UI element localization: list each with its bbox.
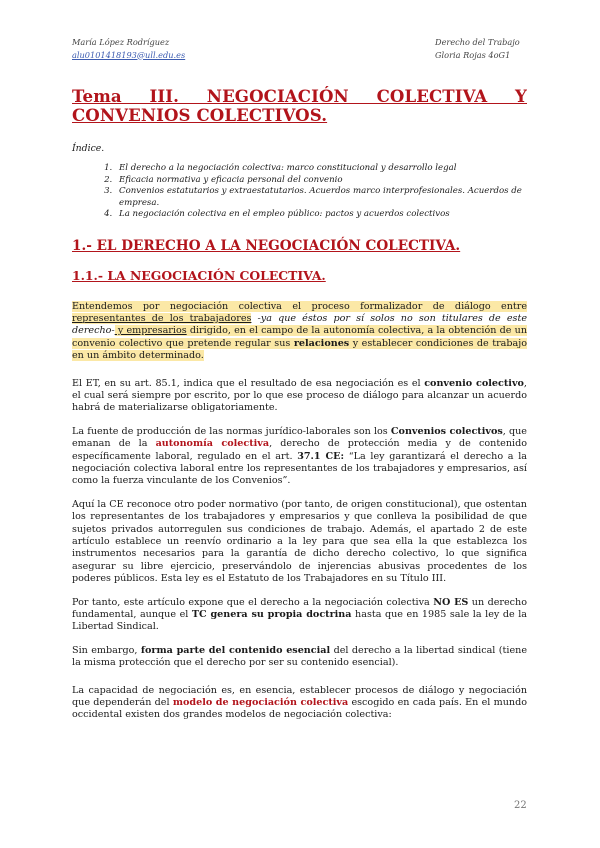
body-text: La fuente de producción de las normas jurídico-laborales son los bbox=[72, 425, 391, 437]
body-text: La capacidad de negociación es, en esencia, establecer procesos de diálogo y negociación que dependerán del bbox=[72, 684, 527, 709]
paragraph-capacidad bbox=[72, 685, 527, 722]
body-text: Por tanto, este artículo expone que el derecho a la negociación colectiva bbox=[72, 596, 434, 608]
red-bold-text: autonomía colectiva bbox=[155, 438, 270, 450]
body-text: escogido en cada país. En el mundo occidental existen dos grandes modelos de negociación colectiva: bbox=[72, 697, 527, 721]
red-bold-text: modelo de negociación colectiva bbox=[172, 697, 349, 709]
paragraph-no-fundamental bbox=[72, 597, 527, 634]
underlined-text: y empresarios bbox=[114, 325, 187, 337]
bold-text: 37.1 CE: bbox=[297, 450, 345, 462]
highlighted-text: y establecer condiciones de trabajo en un ámbito determinado. bbox=[72, 337, 527, 362]
index-label: Índice. bbox=[72, 143, 105, 154]
body-text: “La ley garantizará el derecho a la negociación colectiva laboral entre los representantes de los trabajadores y empresarios, así como la fuerza vinculante de los Convenios”. bbox=[72, 450, 527, 487]
body-text: El ET, en su art. 85.1, indica que el resultado de esa negociación es el bbox=[72, 377, 425, 389]
body-text: del derecho a la libertad sindical (tiene la misma protección que el derecho por ser su contenido esencial). bbox=[72, 644, 528, 669]
highlighted-text: dirigido, en el campo de la autonomía colectiva, a la obtención de un convenio colectivo que pretende regular sus bbox=[72, 325, 527, 349]
underlined-text: representantes de los trabajadores bbox=[72, 312, 252, 324]
body-text: un derecho fundamental, aunque el bbox=[72, 596, 527, 621]
highlighted-text: Entendemos por negociación colectiva el proceso formalizador de diálogo entre bbox=[72, 300, 527, 312]
bold-text: relaciones bbox=[293, 337, 350, 349]
body-text: Sin embargo, bbox=[72, 644, 141, 656]
bold-text: TC genera su propia doctrina bbox=[191, 609, 352, 621]
page-title: Tema III. NEGOCIACIÓN COLECTIVA Y CONVENIOS COLECTIVOS. bbox=[72, 86, 527, 125]
subject-name: Derecho del Trabajo bbox=[435, 37, 520, 47]
author-email-link[interactable]: alu0101418193@ull.edu.es bbox=[72, 49, 186, 60]
bold-text: forma parte del contenido esencial bbox=[140, 644, 331, 656]
body-text: , que emanan de la bbox=[72, 425, 527, 450]
index-item: 4. La negociación colectiva en el empleo público: pactos y acuerdos colectivos bbox=[115, 209, 527, 221]
index-item: 3. Convenios estatutarios y extraestatutarios. Acuerdos marco interprofesionales. Acuerdos de empresa. bbox=[115, 186, 527, 209]
paragraph-definition bbox=[72, 301, 527, 363]
professor-group: Gloria Rojas 4oG1 bbox=[435, 49, 511, 60]
index-list bbox=[72, 163, 527, 221]
paragraph-et-article bbox=[72, 378, 527, 415]
document-content bbox=[72, 87, 527, 722]
index-item: 1. El derecho a la negociación colectiva: marco constitucional y desarrollo legal bbox=[115, 163, 527, 175]
body-text: , derecho de protección media y de contenido específicamente laboral, regulado en el art. bbox=[72, 438, 528, 462]
bold-text: Convenios colectivos bbox=[390, 425, 503, 437]
subsection-heading: 1.1.- LA NEGOCIACIÓN COLECTIVA. bbox=[72, 267, 326, 283]
section-heading: 1.- EL DERECHO A LA NEGOCIACIÓN COLECTIVA. bbox=[72, 237, 461, 254]
body-text: hasta que en 1985 sale la ley de la Libertad Sindical. bbox=[72, 609, 527, 633]
bold-text: convenio colectivo bbox=[424, 377, 524, 389]
paragraph-fuente bbox=[72, 426, 527, 488]
paragraph-contenido-esencial bbox=[72, 645, 527, 670]
italic-text: -ya que éstos por sí solos no son titulares de este derecho- bbox=[72, 312, 527, 337]
header-right bbox=[435, 36, 520, 61]
author-name: María López Rodríguez bbox=[72, 37, 170, 47]
index-item: 2. Eficacia normativa y eficacia personal del convenio bbox=[115, 175, 527, 187]
paragraph-ce: Aquí la CE reconoce otro poder normativo (por tanto, de origen constitucional), que ostentan los representantes de los trabajadores y empresarios y que conlleva la posibilidad de que sujetos privados autorregulen sus condiciones de trabajo. Además, el apartado 2 de este artículo establece un reenvío ordinario a la ley para que sea ella la que establezca los instrumentos necesarios para la garantía de dicho derecho colectivo, lo que significa asegurar su libre ejercicio, preservándolo de injerencias abusivas procedentes de los poderes públicos. Esta ley es el Estatuto de los Trabajadores en su Título III. bbox=[72, 498, 527, 585]
body-text: , el cual será siempre por escrito, por lo que ese proceso de diálogo para alcanzar un acuerdo habrá de materializarse obligatoriamente. bbox=[72, 377, 527, 414]
bold-text: NO ES bbox=[433, 596, 469, 608]
page-number: 22 bbox=[514, 800, 527, 811]
header-left bbox=[72, 36, 185, 61]
